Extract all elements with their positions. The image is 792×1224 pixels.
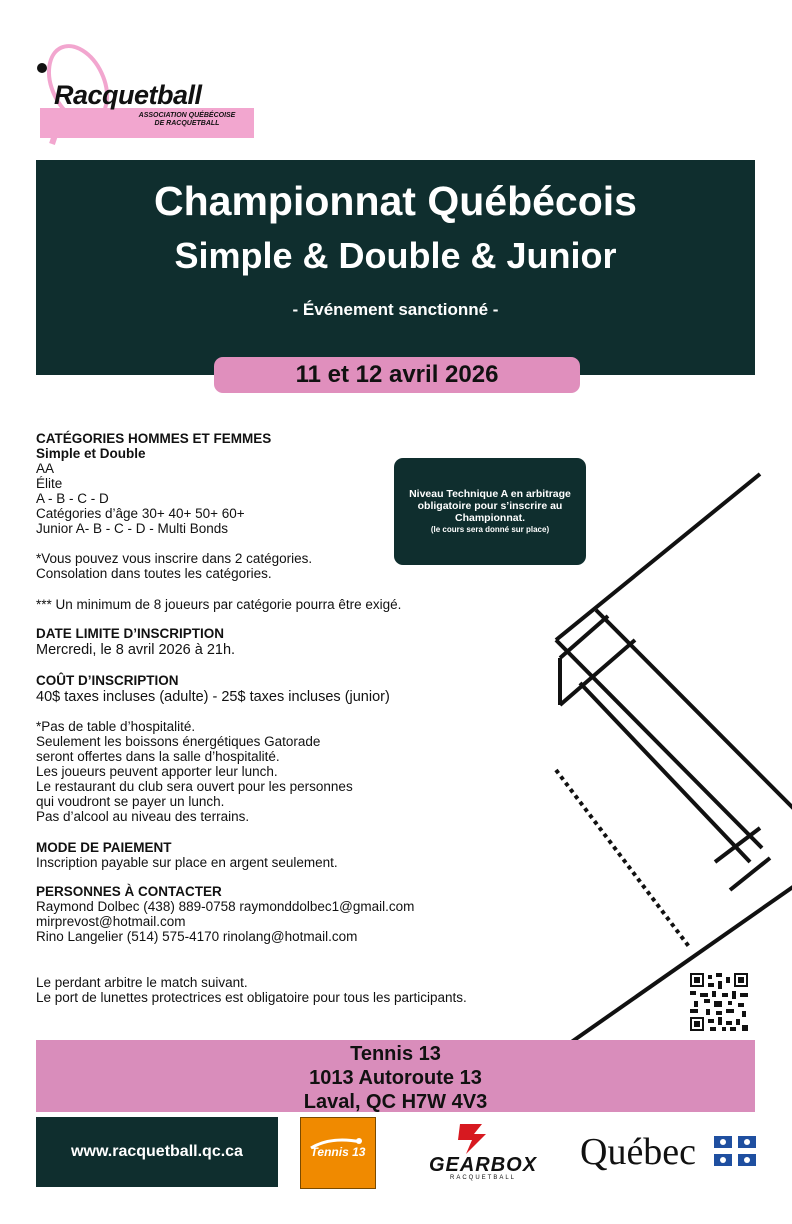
payment-value: Inscription payable sur place en argent seulement.: [36, 855, 338, 870]
racquetball-logo: [30, 36, 260, 148]
contact-line: Rino Langelier (514) 575-4170 rinolang@hotmail.com: [36, 929, 358, 944]
categories-notes: *Vous pouvez vous inscrire dans 2 catégories. Consolation dans toutes les catégories.: [36, 551, 313, 581]
tennis13-logo: [300, 1117, 376, 1189]
deadline-heading: DATE LIMITE D’INSCRIPTION: [36, 626, 224, 641]
category-item: Catégories d’âge 30+ 40+ 50+ 60+: [36, 506, 245, 521]
venue-city: Laval, QC H7W 4V3: [303, 1091, 488, 1113]
header-banner: [36, 160, 755, 375]
tennis13-label: Tennis 13: [310, 1145, 366, 1159]
qr-code[interactable]: [690, 973, 748, 1031]
logo-association: ASSOCIATION QUÉBÉCOISE DE RACQUETBALL: [138, 112, 236, 127]
gearbox-mark-icon: [452, 1120, 492, 1156]
deadline-section: [36, 626, 235, 658]
event-date: 11 et 12 avril 2026: [214, 357, 580, 393]
contacts-heading: PERSONNES À CONTACTER: [36, 884, 222, 899]
quebec-logo: [580, 1130, 760, 1174]
category-item: AA: [36, 461, 55, 476]
page-title: Championnat Québécois: [154, 178, 637, 224]
category-item: Junior A- B - C - D - Multi Bonds: [36, 521, 229, 536]
category-item: A - B - C - D: [36, 491, 109, 506]
website-link[interactable]: www.racquetball.qc.ca: [36, 1117, 278, 1187]
categories-subheading: Simple et Double: [36, 446, 146, 461]
categories-heading: CATÉGORIES HOMMES ET FEMMES: [36, 431, 272, 446]
contacts-section: [36, 884, 414, 944]
venue-name: Tennis 13: [350, 1043, 441, 1065]
hospitality-section: *Pas de table d’hospitalité. Seulement les boissons énergétiques Gatorade seront offertes dans la salle d’hospitalité. Les joueurs peuvent apporter leur lunch. Le restaurant du club sera ouvert pour les personnes qui voudront se payer un lunch. Pas d’alcool au niveau des terrains.: [36, 719, 353, 824]
payment-heading: MODE DE PAIEMENT: [36, 840, 172, 855]
notice-text: Niveau Technique A en arbitrage obligatoire pour s’inscrire au Championnat.: [409, 488, 571, 524]
categories-section: [36, 431, 271, 536]
gearbox-logo: [418, 1120, 548, 1184]
cost-heading: COÛT D’INSCRIPTION: [36, 673, 179, 688]
minimum-note: *** Un minimum de 8 joueurs par catégorie pourra être exigé.: [36, 597, 402, 612]
quebec-flag-icon: [714, 1136, 756, 1166]
deadline-value: Mercredi, le 8 avril 2026 à 21h.: [36, 642, 236, 658]
venue-street: 1013 Autoroute 13: [309, 1067, 482, 1089]
venue-address: [36, 1040, 755, 1112]
court-lines-graphic: [540, 470, 792, 1050]
cost-value: 40$ taxes incluses (adulte) - 25$ taxes incluses (junior): [36, 689, 390, 705]
logo-brand: Racquetball: [54, 80, 202, 110]
rules-section: Le perdant arbitre le match suivant. Le port de lunettes protectrices est obligatoire pour tous les participants.: [36, 975, 467, 1005]
payment-section: [36, 840, 338, 870]
quebec-label: Québec: [580, 1131, 697, 1173]
sanction-label: - Événement sanctionné -: [292, 300, 499, 319]
notice-subtext: (le cours sera donné sur place): [430, 525, 550, 534]
category-item: Élite: [36, 476, 63, 491]
cost-section: [36, 673, 390, 705]
gearbox-sublabel: RACQUETBALL: [449, 1175, 516, 1181]
contact-line: mirprevost@hotmail.com: [36, 914, 186, 929]
page-subtitle: Simple & Double & Junior: [174, 235, 617, 276]
contact-line: Raymond Dolbec (438) 889-0758 raymonddolbec1@gmail.com: [36, 899, 415, 914]
gearbox-label: GEARBOX: [428, 1154, 538, 1176]
